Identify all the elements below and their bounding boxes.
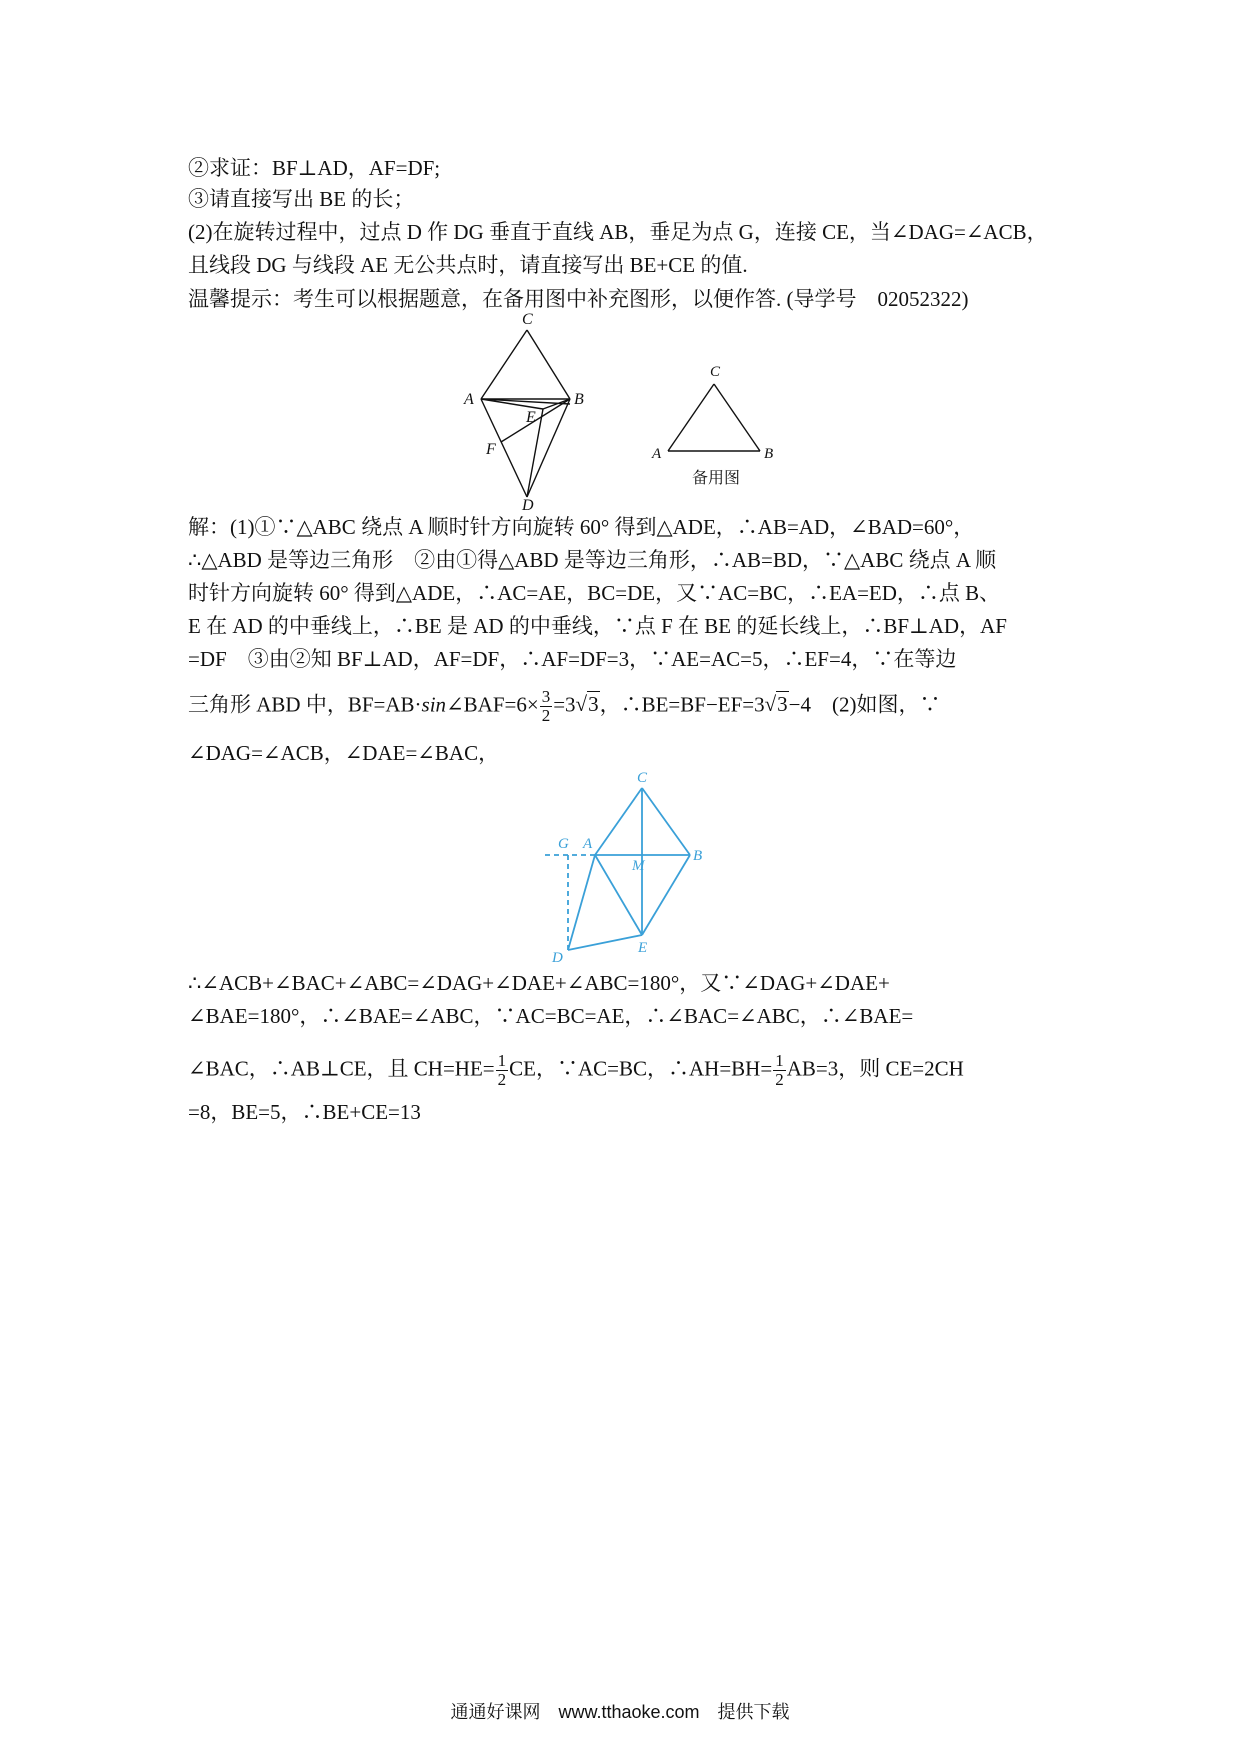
- question-line-1: ②求证：BF⊥AD，AF=DF;: [188, 156, 441, 180]
- fraction-denominator: 2: [541, 706, 551, 725]
- fig3-seg-AD: [568, 855, 595, 950]
- question-line-3: (2)在旋转过程中，过点 D 作 DG 垂直于直线 AB，垂足为点 G，连接 CE，当∠DAG=∠ACB，: [188, 220, 1048, 244]
- fig3-seg-CB: [642, 788, 690, 855]
- fraction-1-2-b: [773, 1052, 786, 1089]
- solution-line-7: ∠DAG=∠ACB，∠DAE=∠BAC，: [188, 741, 500, 765]
- seg-CB: [527, 330, 570, 399]
- fig3-label-C: C: [637, 770, 648, 786]
- fig2-seg-CB: [714, 384, 760, 451]
- fig3-seg-BE: [642, 855, 690, 935]
- solution2-line-3a: ∠BAC，∴AB⊥CE，且 CH=HE=: [188, 1056, 495, 1081]
- sqrt-3-a: √3: [575, 692, 599, 717]
- sin-text: sin: [421, 692, 447, 717]
- fig3-label-B: B: [693, 848, 703, 864]
- fig3-label-M: M: [632, 858, 645, 874]
- solution2-line-1: ∴∠ACB+∠BAC+∠ABC=∠DAG+∠DAE+∠ABC=180°，又∵∠DAG+∠DAE+: [188, 971, 890, 995]
- solution2-line-4: =8，BE=5，∴BE+CE=13: [188, 1100, 421, 1124]
- fig3-seg-DE: [568, 935, 642, 950]
- solution-line-6a: 三角形 ABD 中，BF=AB·: [188, 692, 422, 717]
- radicand: 3: [777, 692, 788, 717]
- question-line-2: ③请直接写出 BE 的长；: [188, 187, 415, 211]
- fig1-label-F: F: [486, 441, 496, 458]
- radicand: 3: [588, 692, 599, 717]
- solution2-line-3b: CE，∵AC=BC，∴AH=BH=: [509, 1056, 773, 1081]
- fig3-label-G: G: [558, 836, 569, 852]
- fig3-label-A: A: [583, 836, 593, 852]
- fig1-label-B: B: [574, 391, 584, 408]
- solution-line-5: =DF ③由②知 BF⊥AD，AF=DF，∴AF=DF=3，∵AE=AC=5，∴EF=4，∵在等边: [188, 647, 957, 671]
- fraction-numerator: 1: [775, 1051, 784, 1070]
- solution-line-4: E 在 AD 的中垂线上，∴BE 是 AD 的中垂线，∵点 F 在 BE 的延长线上，∴BF⊥AD，AF: [188, 614, 1007, 638]
- solution-line-6e: −4 (2)如图，∵: [788, 692, 941, 717]
- fig1-label-A: A: [464, 391, 474, 408]
- footer-text: 通通好课网 www.tthaoke.com 提供下载: [450, 1702, 790, 1722]
- question-line-5: 温馨提示：考生可以根据题意，在备用图中补充图形，以便作答. (导学号 02052322): [188, 287, 969, 311]
- solution2-line-3: [188, 1052, 964, 1089]
- figure-3: [540, 770, 720, 970]
- sqrt-3-b: √3: [764, 692, 788, 717]
- fig2-seg-CA: [668, 384, 714, 451]
- fraction-denominator: 2: [497, 1070, 507, 1089]
- fraction-numerator: 1: [497, 1051, 507, 1070]
- fraction-3-2: [540, 688, 553, 725]
- solution-line-6b: ∠BAF=6×: [446, 692, 539, 717]
- fig3-label-D: D: [552, 950, 563, 966]
- fraction-denominator: 2: [775, 1070, 784, 1089]
- figure-1: [450, 310, 610, 510]
- fig1-label-D: D: [522, 497, 534, 510]
- fig3-label-E: E: [638, 940, 648, 956]
- solution-line-3: 时针方向旋转 60° 得到△ADE，∴AC=AE，BC=DE，又∵AC=BC，∴EA=ED，∴点 B、: [188, 581, 1001, 605]
- seg-CA: [481, 330, 527, 399]
- question-line-4: 且线段 DG 与线段 AE 无公共点时，请直接写出 BE+CE 的值.: [188, 253, 748, 277]
- fig1-label-C: C: [522, 311, 533, 328]
- solution2-line-2: ∠BAE=180°，∴∠BAE=∠ABC，∵AC=BC=AE，∴∠BAC=∠ABC，∴∠BAE=: [188, 1004, 914, 1028]
- solution-line-1: 解：(1)①∵△ABC 绕点 A 顺时针方向旋转 60° 得到△ADE，∴AB=AD，∠BAD=60°，: [188, 515, 975, 539]
- fraction-numerator: 3: [541, 687, 551, 706]
- solution-line-6c: =3: [553, 692, 576, 717]
- fig3-seg-CA: [595, 788, 642, 855]
- fig2-label-B: B: [764, 446, 774, 462]
- fig1-label-E: E: [526, 409, 536, 426]
- solution2-line-3c: AB=3，则 CE=2CH: [786, 1056, 964, 1081]
- figure-2-caption: 备用图: [692, 468, 741, 487]
- fraction-1-2-a: [496, 1052, 509, 1089]
- solution-line-2: ∴△ABD 是等边三角形 ②由①得△ABD 是等边三角形，∴AB=BD，∵△ABC 绕点 A 顺: [188, 548, 997, 572]
- fig2-label-C: C: [710, 364, 721, 380]
- fig2-label-A: A: [652, 446, 662, 462]
- solution-line-6d: ，∴BE=BF−EF=3: [599, 692, 765, 717]
- solution-line-6: [188, 688, 941, 725]
